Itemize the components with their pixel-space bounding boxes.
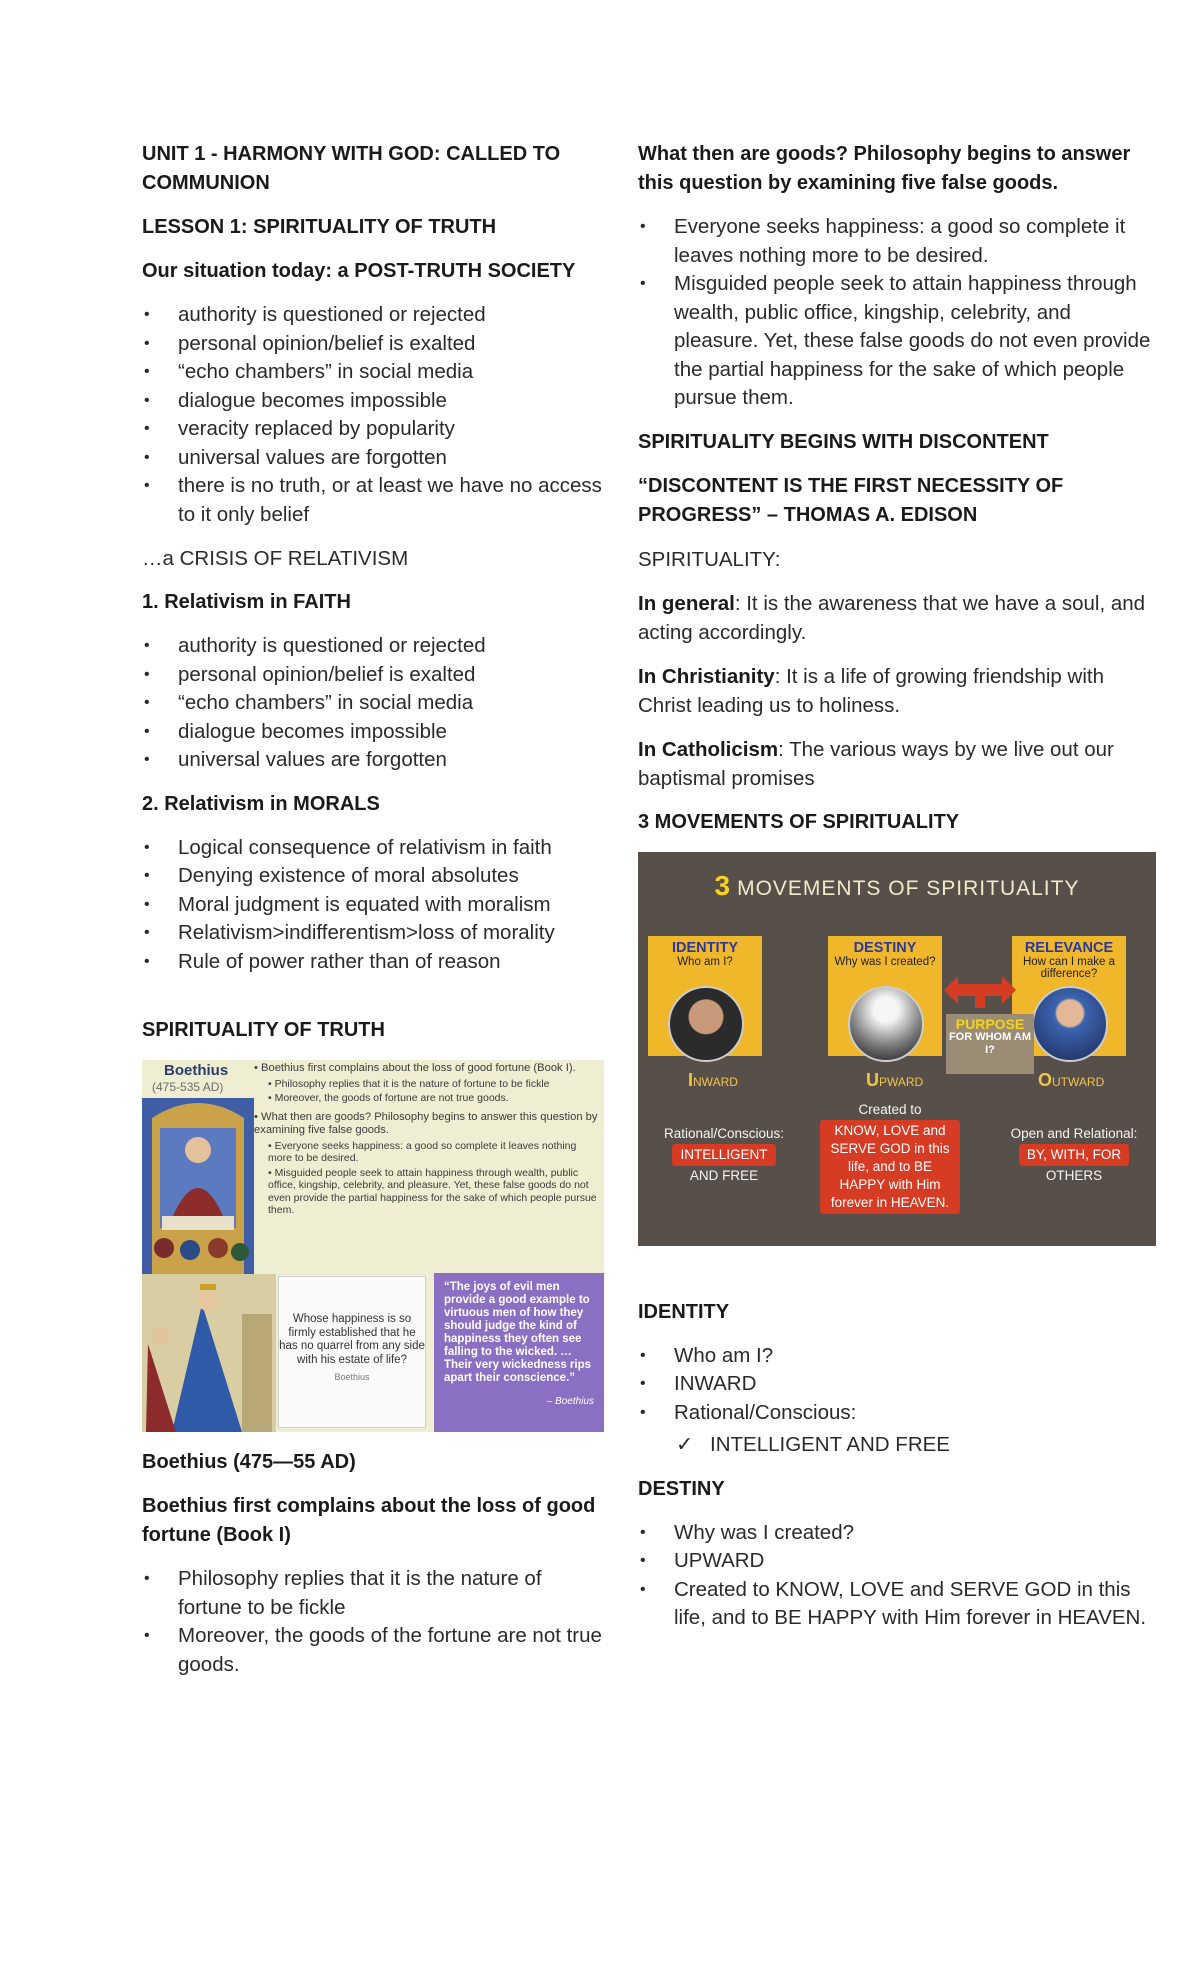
list-item: • Everyone seeks happiness: a good so complete it leaves nothing more to be desired.	[638, 213, 1158, 270]
term-text: : The various ways by we live out our baptismal promises	[638, 737, 1114, 790]
list-item: • UPWARD	[638, 1547, 1158, 1576]
relevance-description	[1002, 1124, 1146, 1186]
upward-label	[866, 1070, 923, 1091]
slide-line: • Everyone seeks happiness: a good so complete it leaves nothing more to be desired.	[268, 1139, 577, 1164]
list-item: • Why was I created?	[638, 1519, 1158, 1548]
identity-box	[648, 936, 762, 1056]
desc-line: OTHERS	[1045, 1167, 1103, 1183]
desc-highlight: KNOW, LOVE and SERVE GOD in this life, and to BE HAPPY with Him forever in HEAVEN.	[820, 1120, 960, 1214]
dir-rest: PWARD	[879, 1074, 924, 1089]
destiny-description	[820, 1100, 960, 1214]
list-item: • Rational/Conscious:	[638, 1399, 1158, 1428]
term-label: In Catholicism	[638, 737, 779, 761]
slide-line: • Moreover, the goods of fortune are not true goods.	[268, 1092, 509, 1104]
goods-list	[638, 213, 1158, 413]
spirituality-label: SPIRITUALITY:	[638, 547, 781, 571]
term-text: : It is the awareness that we have a soul, and acting accordingly.	[638, 591, 1146, 644]
desc-line: Open and Relational:	[1010, 1125, 1138, 1141]
list-item: • dialogue becomes impossible	[142, 718, 604, 747]
boethius-slide-text	[254, 1062, 602, 1219]
dir-letter: I	[688, 1069, 694, 1090]
box-question: Why was I created?	[834, 955, 936, 968]
term-text: : It is a life of growing friendship with Christ leading us to holiness.	[638, 664, 1104, 717]
list-item: • personal opinion/belief is exalted	[142, 661, 604, 690]
morals-heading: 2. Relativism in MORALS	[142, 792, 380, 815]
list-item: • dialogue becomes impossible	[142, 387, 604, 416]
boethius-quote-card	[278, 1276, 426, 1428]
identity-description	[644, 1124, 804, 1186]
movements-slide-image	[638, 852, 1156, 1246]
boethius-slide-image	[142, 1060, 604, 1432]
quote-author: – Boethius	[546, 1396, 594, 1407]
checklist-item	[674, 1431, 1158, 1460]
identity-heading: IDENTITY	[638, 1300, 730, 1323]
movements-slide-title	[638, 870, 1156, 902]
list-item: • Misguided people seek to attain happiness through wealth, public office, kingship, celebrity, and pleasure. Yet, these false goods do not even provide the partial happiness for the sake of which people pursue them.	[638, 270, 1158, 413]
quote-text: Whose happiness is so firmly established that he has no quarrel from any side with his estate of life?	[279, 1313, 425, 1366]
boethius-purple-quote	[434, 1273, 604, 1432]
complains-heading: Boethius first complains about the loss of good fortune (Book I)	[142, 1495, 596, 1546]
inward-label	[688, 1070, 738, 1091]
list-item: • INWARD	[638, 1370, 1158, 1399]
morals-list	[142, 834, 604, 977]
list-item: • Rule of power rather than of reason	[142, 948, 604, 977]
list-item: • veracity replaced by popularity	[142, 415, 604, 444]
boethius-portrait-illustration	[142, 1098, 254, 1274]
lady-philosophy-illustration	[142, 1274, 276, 1432]
desc-line: Created to	[858, 1101, 922, 1117]
destiny-list	[638, 1519, 1158, 1633]
title-number: 3	[714, 869, 732, 901]
slide-line: • Philosophy replies that it is the nature of fortune to be fickle	[268, 1077, 550, 1090]
situation-heading: Our situation today: a POST-TRUTH SOCIETY	[142, 260, 576, 282]
desc-line: AND FREE	[689, 1167, 759, 1183]
edison-quote: “DISCONTENT IS THE FIRST NECESSITY OF PROGRESS” – THOMAS A. EDISON	[638, 474, 1064, 526]
desc-highlight: INTELLIGENT	[672, 1144, 775, 1166]
right-column	[638, 140, 1158, 1648]
thinking-man-icon	[1032, 986, 1108, 1062]
movements-heading: 3 MOVEMENTS OF SPIRITUALITY	[638, 810, 960, 833]
dir-rest: NWARD	[693, 1074, 738, 1089]
meditating-man-icon	[668, 986, 744, 1062]
list-item: • authority is questioned or rejected	[142, 301, 604, 330]
double-arrow-icon	[944, 972, 1016, 1008]
destiny-heading: DESTINY	[638, 1477, 725, 1500]
desc-highlight: BY, WITH, FOR	[1019, 1144, 1129, 1166]
faith-list	[142, 632, 604, 775]
list-item: • universal values are forgotten	[142, 444, 604, 473]
list-item: • Relativism>indifferentism>loss of morality	[142, 919, 604, 948]
situation-list	[142, 301, 604, 529]
identity-list	[638, 1342, 1158, 1428]
list-item: • Logical consequence of relativism in faith	[142, 834, 604, 863]
boethius-name: Boethius	[164, 1062, 229, 1079]
term-label: In general	[638, 591, 735, 615]
desc-line: Rational/Conscious:	[663, 1125, 785, 1141]
purpose-box	[946, 1014, 1034, 1074]
list-item: • there is no truth, or at least we have no access to it only belief	[142, 472, 604, 529]
term-label: In Christianity	[638, 664, 775, 688]
list-item: • personal opinion/belief is exalted	[142, 330, 604, 359]
box-label: DESTINY	[853, 939, 917, 956]
complains-list	[142, 1565, 604, 1679]
list-item: • “echo chambers” in social media	[142, 358, 604, 387]
purpose-title: PURPOSE	[955, 1015, 1025, 1032]
list-item: • Who am I?	[638, 1342, 1158, 1371]
goods-heading: What then are goods? Philosophy begins to answer this question by examining five false goods.	[638, 143, 1131, 194]
box-label: RELEVANCE	[1024, 939, 1114, 956]
outward-label	[1038, 1070, 1104, 1091]
box-question: Who am I?	[677, 955, 733, 968]
in-catholicism-paragraph	[638, 735, 1158, 793]
boethius-dates-heading: Boethius (475—55 AD)	[142, 1451, 356, 1473]
list-item: • authority is questioned or rejected	[142, 632, 604, 661]
lesson-title: LESSON 1: SPIRITUALITY OF TRUTH	[142, 216, 497, 238]
list-item: • Created to KNOW, LOVE and SERVE GOD in this life, and to BE HAPPY with Him forever in HEAVEN.	[638, 1576, 1158, 1633]
in-general-paragraph	[638, 589, 1158, 647]
list-item: • Denying existence of moral absolutes	[142, 862, 604, 891]
check-icon: ✓	[676, 1433, 694, 1456]
list-item: • Moral judgment is equated with moralism	[142, 891, 604, 920]
dir-rest: UTWARD	[1052, 1074, 1105, 1089]
list-item: • universal values are forgotten	[142, 746, 604, 775]
faith-heading: 1. Relativism in FAITH	[142, 591, 351, 613]
truth-heading: SPIRITUALITY OF TRUTH	[142, 1019, 385, 1041]
identity-checklist	[638, 1431, 1158, 1460]
box-question: How can I make a difference?	[1022, 955, 1116, 980]
list-item: • Moreover, the goods of the fortune are not true goods.	[142, 1622, 604, 1679]
check-text: INTELLIGENT AND FREE	[710, 1433, 950, 1456]
left-column	[142, 140, 604, 1694]
box-label: IDENTITY	[671, 939, 739, 956]
destiny-box	[828, 936, 942, 1056]
crisis-text: …a CRISIS OF RELATIVISM	[142, 547, 409, 570]
discontent-heading: SPIRITUALITY BEGINS WITH DISCONTENT	[638, 430, 1049, 453]
reaching-up-icon	[848, 986, 924, 1062]
title-text: MOVEMENTS OF SPIRITUALITY	[737, 876, 1080, 900]
list-item: • “echo chambers” in social media	[142, 689, 604, 718]
purpose-question: FOR WHOM AM I?	[948, 1030, 1032, 1056]
dir-letter: O	[1038, 1069, 1053, 1090]
boethius-dates: (475-535 AD)	[152, 1080, 224, 1094]
unit-title: UNIT 1 - HARMONY WITH GOD: CALLED TO COMMUNION	[142, 143, 561, 194]
slide-line: • What then are goods? Philosophy begins to answer this question by examining five false goods.	[254, 1110, 598, 1136]
slide-line: • Boethius first complains about the loss of good fortune (Book I).	[254, 1062, 576, 1074]
quote-text: “The joys of evil men provide a good example to virtuous men of how they should judge the kind of happiness they often see falling to the wicked. … Their very wickedness rips apart their conscience.”	[444, 1281, 592, 1384]
dir-letter: U	[866, 1069, 879, 1090]
list-item: • Philosophy replies that it is the nature of fortune to be fickle	[142, 1565, 604, 1622]
in-christianity-paragraph	[638, 662, 1158, 720]
quote-author: Boethius	[334, 1372, 370, 1382]
slide-line: • Misguided people seek to attain happiness through wealth, public office, kingship, celebrity, and pleasure. Yet, these false goods do not even provide the partial happiness for the sake of which people pursue them.	[268, 1166, 597, 1216]
